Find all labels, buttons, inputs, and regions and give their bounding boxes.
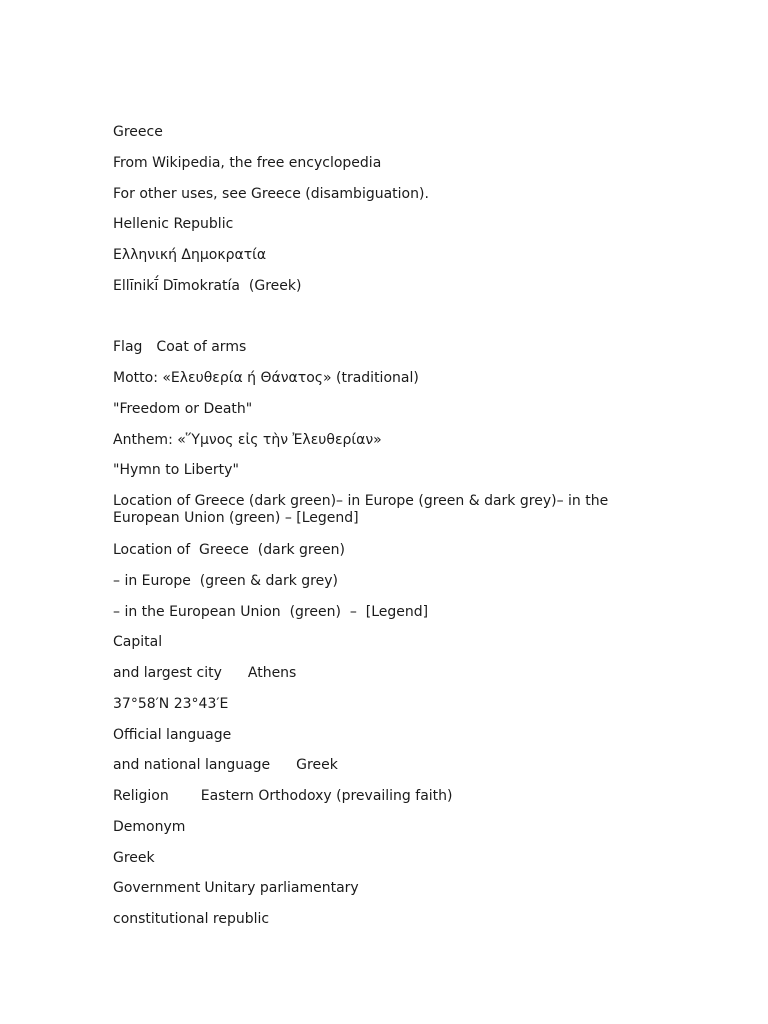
capital-label-2: and largest city: [113, 665, 222, 681]
government-row: [113, 880, 359, 897]
religion-row: [113, 788, 453, 805]
romanized-name: Ellīnikī́ Dīmokratía (Greek): [113, 278, 302, 294]
coat-of-arms-label: Coat of arms: [156, 339, 247, 355]
anthem-translation: "Hymn to Liberty": [113, 462, 239, 478]
location-line-1: Location of Greece (dark green): [113, 542, 345, 558]
government-label: Government: [113, 880, 201, 896]
conventional-name: Hellenic Republic: [113, 216, 234, 232]
flag-label: Flag: [113, 339, 143, 355]
official-language-label: Official language: [113, 727, 232, 743]
motto: Motto: «Ελευθερία ή Θάνατος» (traditional): [113, 370, 419, 386]
official-language-label-2: and national language: [113, 757, 271, 773]
religion-label: Religion: [113, 788, 169, 804]
anthem: Anthem: «Ὕμνος εἰς τὴν Ἐλευθερίαν»: [113, 432, 382, 448]
official-language-row: [113, 757, 338, 774]
capital-row: [113, 665, 296, 682]
government-value-2: constitutional republic: [113, 911, 270, 927]
location-line-2: – in Europe (green & dark grey): [113, 573, 338, 589]
location-caption: Location of Greece (dark green)– in Europe (green & dark grey)– in the European Union (green) – [Legend]: [113, 493, 609, 526]
religion-value: Eastern Orthodoxy (prevailing faith): [200, 788, 453, 804]
motto-translation: "Freedom or Death": [113, 401, 253, 417]
demonym-value: Greek: [113, 850, 155, 866]
coordinates: 37°58′N 23°43′E: [113, 696, 229, 712]
article-tagline: From Wikipedia, the free encyclopedia: [113, 155, 382, 171]
flag-coat-row: [113, 339, 246, 356]
location-line-3: – in the European Union (green) – [Legend]: [113, 604, 429, 620]
native-name: Ελληνική Δημοκρατία: [113, 247, 267, 263]
official-language-value: Greek: [296, 757, 338, 773]
hatnote: For other uses, see Greece (disambiguation).: [113, 186, 429, 202]
article-title: Greece: [113, 124, 163, 140]
demonym-label: Demonym: [113, 819, 186, 835]
capital-value: Athens: [247, 665, 297, 681]
capital-label: Capital: [113, 634, 163, 650]
government-value: Unitary parliamentary: [204, 880, 359, 896]
